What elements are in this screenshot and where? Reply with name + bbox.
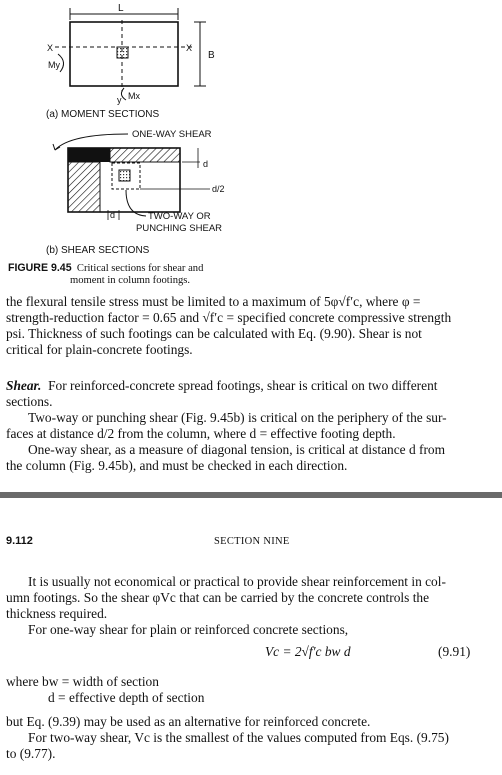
figure-number: FIGURE 9.45: [8, 262, 72, 274]
paragraph-flexural: [6, 294, 498, 358]
label-Mx: Mx: [128, 91, 140, 101]
para1-line2: strength-reduction factor = 0.65 and √f′c = specified concrete compressive strength: [6, 310, 452, 325]
moment-sections-diagram: [46, 3, 215, 120]
label-one-way-shear: ONE-WAY SHEAR: [132, 129, 212, 140]
shear-p2-line1: Two-way or punching shear (Fig. 9.45b) is critical on the periphery of the sur-: [28, 410, 447, 425]
label-d-half: d/2: [212, 184, 225, 194]
shear-line2: sections.: [6, 394, 53, 409]
paragraph-shear: [6, 378, 498, 474]
body2-p1-line1: It is usually not economical or practical to provide shear reinforcement in col-: [28, 574, 446, 589]
equation-number: (9.91): [438, 644, 471, 659]
figure-caption: [8, 262, 308, 287]
caption-text-2: moment in column footings.: [70, 275, 191, 286]
para1-line3: psi. Thickness of such footings can be calculated with Eq. (9.90). Shear is not: [6, 326, 422, 341]
body2-p4-line1: For two-way shear, Vc is the smallest of the values computed from Eqs. (9.75): [28, 730, 449, 745]
label-B: B: [208, 50, 215, 61]
body2-p1-line2: umn footings. So the shear φVc that can be carried by the concrete controls the: [6, 590, 430, 605]
label-L: L: [118, 3, 124, 14]
shear-line1: For reinforced-concrete spread footings, shear is critical on two different: [48, 378, 438, 393]
page-divider: [0, 492, 502, 498]
section-title: SECTION NINE: [214, 536, 290, 547]
shear-p3-line1: One-way shear, as a measure of diagonal tension, is critical at distance d from: [28, 442, 446, 457]
body2-p3-line1: but Eq. (9.39) may be used as an alternative for reinforced concrete.: [6, 714, 371, 729]
label-My: My: [48, 60, 60, 70]
shear-p2-line2: faces at distance d/2 from the column, where d = effective footing depth.: [6, 426, 396, 441]
shear-sections-diagram: [46, 129, 225, 256]
body2-p1-line3: thickness required.: [6, 606, 108, 621]
where-clause: [6, 674, 306, 706]
where-line2: d = effective depth of section: [48, 690, 205, 705]
figure-9-45: [0, 0, 502, 300]
shear-heading: Shear.: [6, 378, 42, 393]
body2-p2-line1: For one-way shear for plain or reinforced concrete sections,: [28, 622, 349, 637]
part-a-caption: (a) MOMENT SECTIONS: [46, 109, 160, 120]
where-line1: where bw = width of section: [6, 674, 159, 689]
page-number: 9.112: [6, 535, 33, 547]
column-plan: [117, 47, 128, 58]
paragraph-two-way: [6, 714, 498, 762]
label-d-bottom: d: [110, 210, 116, 220]
para1-line1: the flexural tensile stress must be limited to a maximum of 5φ√f′c, where φ =: [6, 294, 421, 309]
caption-text-1: Critical sections for shear and: [76, 263, 204, 274]
label-two-way-1: TWO-WAY OR: [148, 211, 211, 222]
shear-p3-line2: the column (Fig. 9.45b), and must be checked in each direction.: [6, 458, 348, 473]
label-two-way-2: PUNCHING SHEAR: [136, 223, 223, 234]
label-x-left: X: [47, 43, 54, 53]
paragraph-reinforcement: [6, 574, 498, 638]
body2-p4-line2: to (9.77).: [6, 746, 56, 761]
label-d-top: d: [203, 159, 209, 169]
para1-line4: critical for plain-concrete footings.: [6, 342, 193, 357]
part-b-caption: (b) SHEAR SECTIONS: [46, 245, 150, 256]
label-x-right: X: [186, 43, 193, 53]
equation-9-91: Vc = 2√f′c bw d: [265, 644, 351, 659]
figure-drawing: [0, 0, 502, 300]
label-y: y: [117, 95, 122, 105]
